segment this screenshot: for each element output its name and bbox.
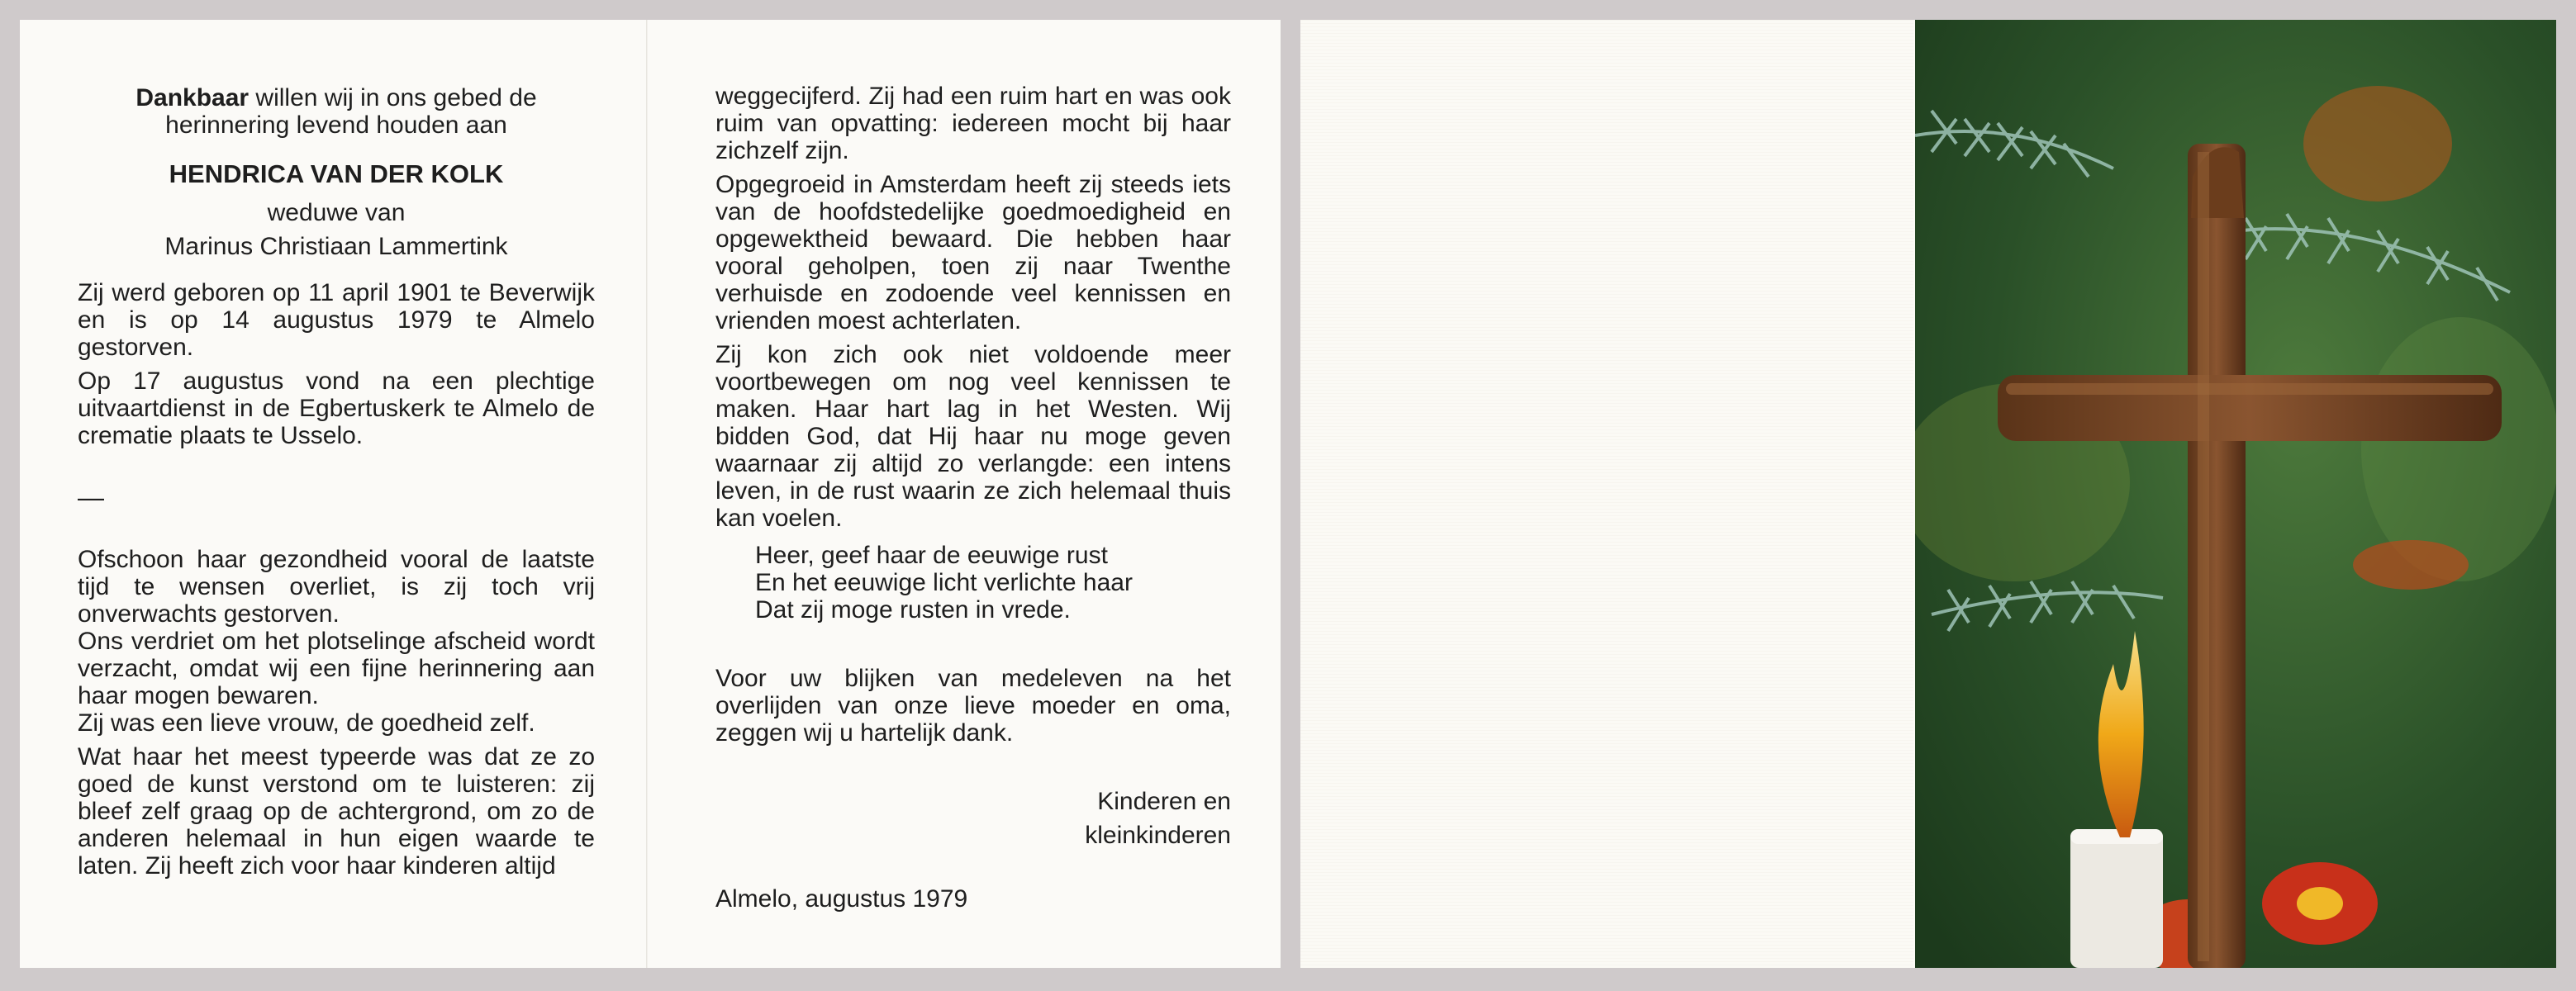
signature-line-1: Kinderen en [1097, 788, 1231, 815]
funeral-paragraph: Op 17 augustus vond na een plechtige uitvaartdienst in de Egbertuskerk te Almelo de crematie plaats te Usselo. [78, 367, 595, 449]
intro-rest: willen wij in ons gebed de [255, 84, 537, 111]
memorial-card-outside [1300, 20, 2556, 968]
birth-death-paragraph: Zij werd geboren op 11 april 1901 te Beverwijk en is op 14 augustus 1979 te Almelo gestorven. [78, 279, 595, 361]
health-paragraph: Ofschoon haar gezondheid vooral de laatste tijd te wensen overliet, is zij toch vrij onverwachts gestorven. [78, 546, 595, 628]
grief-paragraph: Ons verdriet om het plotselinge afscheid wordt verzacht, omdat wij een fijne herinnering aan haar mogen bewaren. [78, 628, 595, 709]
amsterdam-paragraph: Opgegroeid in Amsterdam heeft zij steeds iets van de hoofdstedelijke goedmoedigheid en opgewektheid bewaard. Die hebben haar vooral geholpen, toen zij naar Twenthe verhuisde en zodoende veel kennissen en vrienden moest achterlaten. [715, 171, 1231, 334]
kindness-paragraph: Zij was een lieve vrouw, de goedheid zelf. [78, 709, 535, 737]
character-paragraph: Wat haar het meest typeerde was dat ze zo goed de kunst verstond om te luisteren: zij bleef zelf graag op de achtergrond, om zo de anderen helemaal in hun eigen waarde te laten. Zij heeft zich voor haar kinderen altijd [78, 743, 595, 880]
prayer-intro-paragraph: Zij kon zich ook niet voldoende meer voortbewegen om nog veel kennissen te maken. Haar hart lag in het Westen. Wij bidden God, dat Hij haar nu moge geven waarnaar zij altijd zo verlangde: een intens leven, in de rust waarin ze zich helemaal thuis kan voelen. [715, 341, 1231, 532]
selfless-paragraph: weggecijferd. Zij had een ruim hart en was ook ruim van opvatting: iedereen mocht bij haar zichzelf zijn. [715, 83, 1231, 164]
prayer-line-2: En het eeuwige licht verlichte haar [755, 569, 1133, 596]
intro-line-2: herinnering levend houden aan [165, 111, 507, 139]
memorial-card-inside [20, 20, 1281, 968]
prayer-line-3: Dat zij moge rusten in vrede. [755, 596, 1071, 624]
intro-bold-word: Dankbaar [135, 84, 250, 111]
text-column-left [78, 20, 595, 968]
signature-line-2: kleinkinderen [1085, 822, 1231, 849]
cross-candle-photo [1915, 20, 2556, 968]
text-column-right [715, 20, 1231, 968]
deceased-name: HENDRICA VAN DER KOLK [169, 159, 504, 188]
cross-candle-photo-icon [1915, 20, 2556, 968]
thanks-paragraph: Voor uw blijken van medeleven na het overlijden van onze lieve moeder en oma, zeggen wij u hartelijk dank. [715, 665, 1231, 747]
place-date: Almelo, augustus 1979 [715, 885, 968, 913]
widow-of: weduwe van [267, 199, 406, 226]
prayer-line-1: Heer, geef haar de eeuwige rust [755, 542, 1108, 569]
husband-name: Marinus Christiaan Lammertink [164, 233, 508, 260]
fold-line [646, 20, 648, 968]
prayer [715, 542, 1231, 624]
divider-dash: — [78, 482, 104, 512]
intro-line-1 [78, 84, 595, 111]
blank-back-page [1300, 20, 1913, 968]
